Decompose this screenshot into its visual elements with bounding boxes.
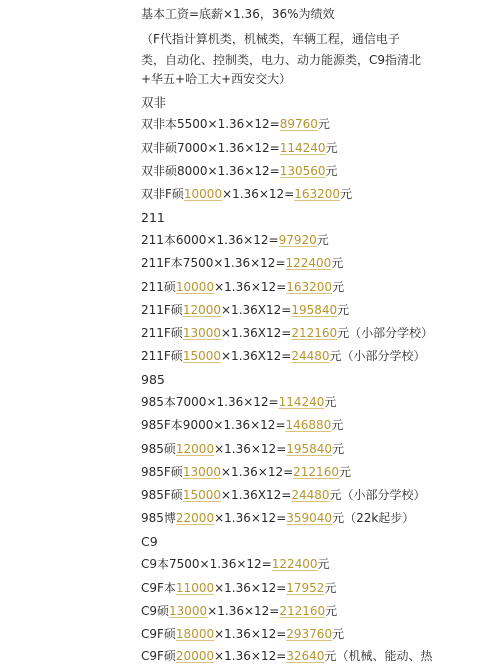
text-segment: 元: [317, 117, 330, 131]
highlighted-value: 15000: [182, 349, 221, 363]
text-segment: C9F硕: [141, 627, 176, 641]
text-line: [141, 417, 343, 433]
text-segment: 双非: [141, 95, 167, 110]
highlighted-value: 97920: [278, 233, 317, 247]
text-segment: 985本7000×1.36×12=: [141, 395, 279, 409]
highlighted-value: 20000: [175, 649, 215, 663]
text-line: [141, 186, 352, 202]
highlighted-value: 10000: [175, 280, 215, 294]
text-segment: 元: [316, 233, 329, 247]
text-line: [141, 603, 337, 619]
text-segment: ×1.36×12=: [214, 280, 287, 294]
text-segment: 元: [325, 141, 338, 155]
text-segment: 211F本7500×1.36×12=: [141, 256, 286, 270]
text-segment: 元: [332, 627, 345, 641]
highlighted-value: 195840: [286, 442, 333, 456]
highlighted-value: 17952: [286, 581, 325, 595]
highlighted-value: 15000: [182, 488, 221, 502]
text-segment: 211: [141, 210, 165, 225]
highlighted-value: 163200: [294, 187, 341, 201]
text-line: [141, 163, 338, 179]
section-heading: [141, 372, 165, 388]
highlighted-value: 24480: [291, 349, 330, 363]
text-segment: 211F硕: [141, 326, 183, 340]
highlighted-value: 11000: [175, 581, 215, 595]
text-line: [141, 140, 338, 156]
text-segment: 元: [325, 604, 338, 618]
section-heading: [141, 95, 166, 111]
text-segment: 211硕: [141, 280, 176, 294]
highlighted-value: 122400: [271, 557, 318, 571]
text-line: [141, 116, 330, 132]
highlighted-value: 12000: [182, 303, 221, 317]
text-segment: 元（小部分学校）: [329, 349, 426, 363]
text-segment: 元: [332, 442, 345, 456]
text-line: [141, 487, 426, 503]
highlighted-value: 12000: [175, 442, 215, 456]
text-segment: 元: [325, 164, 338, 178]
text-segment: 基本工资=底薪×1.36，36%为绩效: [141, 7, 335, 21]
text-line: [141, 441, 344, 457]
highlighted-value: 212160: [293, 465, 339, 479]
text-line: [141, 6, 335, 22]
text-segment: C9硕: [141, 604, 170, 618]
text-segment: ×1.36X12=: [221, 349, 292, 363]
text-segment: C9本7500×1.36×12=: [141, 557, 272, 571]
text-line: [141, 302, 349, 318]
highlighted-value: 130560: [279, 164, 326, 178]
text-segment: （F代指计算机类，机械类，车辆工程，通信电子: [141, 32, 400, 46]
text-line: [141, 52, 421, 68]
highlighted-value: 13000: [182, 465, 221, 479]
highlighted-value: 122400: [285, 256, 332, 270]
text-segment: 元: [338, 465, 351, 479]
text-line: [141, 71, 291, 87]
text-segment: 985F硕: [141, 465, 183, 479]
text-line: [141, 279, 344, 295]
text-segment: ×1.36×12=: [214, 581, 287, 595]
text-segment: 985F硕: [141, 488, 183, 502]
highlighted-value: 293760: [286, 627, 333, 641]
text-line: [141, 510, 414, 526]
text-segment: 211F硕: [141, 303, 183, 317]
text-segment: ×1.36×12=: [214, 442, 287, 456]
text-segment: ×1.36X12=: [221, 326, 292, 340]
highlighted-value: 32640: [286, 649, 325, 663]
text-segment: ×1.36×12=: [222, 187, 295, 201]
text-segment: ×1.36X12=: [221, 488, 292, 502]
section-heading: [141, 210, 165, 226]
text-segment: 元（小部分学校）: [337, 326, 434, 340]
text-line: [141, 580, 336, 596]
text-segment: 元: [324, 395, 337, 409]
text-line: [141, 255, 343, 271]
section-heading: [141, 534, 158, 550]
text-segment: +华五+哈工大+西安交大）: [141, 72, 292, 86]
text-segment: 双非硕8000×1.36×12=: [141, 164, 280, 178]
highlighted-value: 22000: [175, 511, 215, 525]
text-segment: 985: [141, 372, 165, 387]
text-segment: 211F硕: [141, 349, 183, 363]
highlighted-value: 89760: [279, 117, 318, 131]
text-segment: ×1.36×12=: [221, 465, 294, 479]
highlighted-value: 114240: [278, 395, 325, 409]
text-segment: ×1.36×12=: [214, 511, 287, 525]
text-segment: 元: [340, 187, 353, 201]
text-line: [141, 232, 329, 248]
text-segment: 类，自动化、控制类，电力、动力能源类，C9指清北: [141, 53, 422, 67]
highlighted-value: 195840: [291, 303, 338, 317]
text-segment: 元: [324, 581, 337, 595]
highlighted-value: 114240: [279, 141, 326, 155]
highlighted-value: 212160: [279, 604, 326, 618]
text-segment: 元（小部分学校）: [329, 488, 426, 502]
text-segment: 元: [337, 303, 350, 317]
text-segment: 元: [331, 418, 344, 432]
text-segment: 211本6000×1.36×12=: [141, 233, 279, 247]
text-segment: ×1.36×12=: [207, 604, 280, 618]
highlighted-value: 13000: [169, 604, 208, 618]
text-line: [141, 648, 432, 664]
text-segment: 985F本9000×1.36×12=: [141, 418, 286, 432]
text-segment: 元: [331, 256, 344, 270]
text-segment: 双非硕7000×1.36×12=: [141, 141, 280, 155]
text-segment: 元（22k起步）: [332, 511, 415, 525]
text-segment: C9F硕: [141, 649, 176, 663]
highlighted-value: 212160: [291, 326, 338, 340]
text-line: [141, 464, 351, 480]
text-segment: ×1.36X12=: [221, 303, 292, 317]
text-line: [141, 394, 336, 410]
text-line: [141, 325, 433, 341]
text-line: [141, 626, 344, 642]
highlighted-value: 359040: [286, 511, 333, 525]
highlighted-value: 24480: [291, 488, 330, 502]
text-line: [141, 348, 426, 364]
text-segment: ×1.36×12=: [214, 627, 287, 641]
highlighted-value: 146880: [285, 418, 332, 432]
text-segment: 元: [332, 280, 345, 294]
text-segment: C9F本: [141, 581, 176, 595]
highlighted-value: 10000: [183, 187, 223, 201]
text-segment: C9: [141, 534, 158, 549]
highlighted-value: 13000: [182, 326, 221, 340]
text-segment: 元（机械、能动、热: [324, 649, 433, 663]
text-segment: ×1.36×12=: [214, 649, 287, 663]
text-segment: 985博: [141, 511, 176, 525]
text-line: [141, 31, 400, 47]
text-segment: 元: [317, 557, 330, 571]
text-segment: 双非F硕: [141, 187, 184, 201]
highlighted-value: 163200: [286, 280, 333, 294]
text-line: [141, 556, 330, 572]
highlighted-value: 18000: [175, 627, 215, 641]
text-segment: 双非本5500×1.36×12=: [141, 117, 280, 131]
text-segment: 985硕: [141, 442, 176, 456]
